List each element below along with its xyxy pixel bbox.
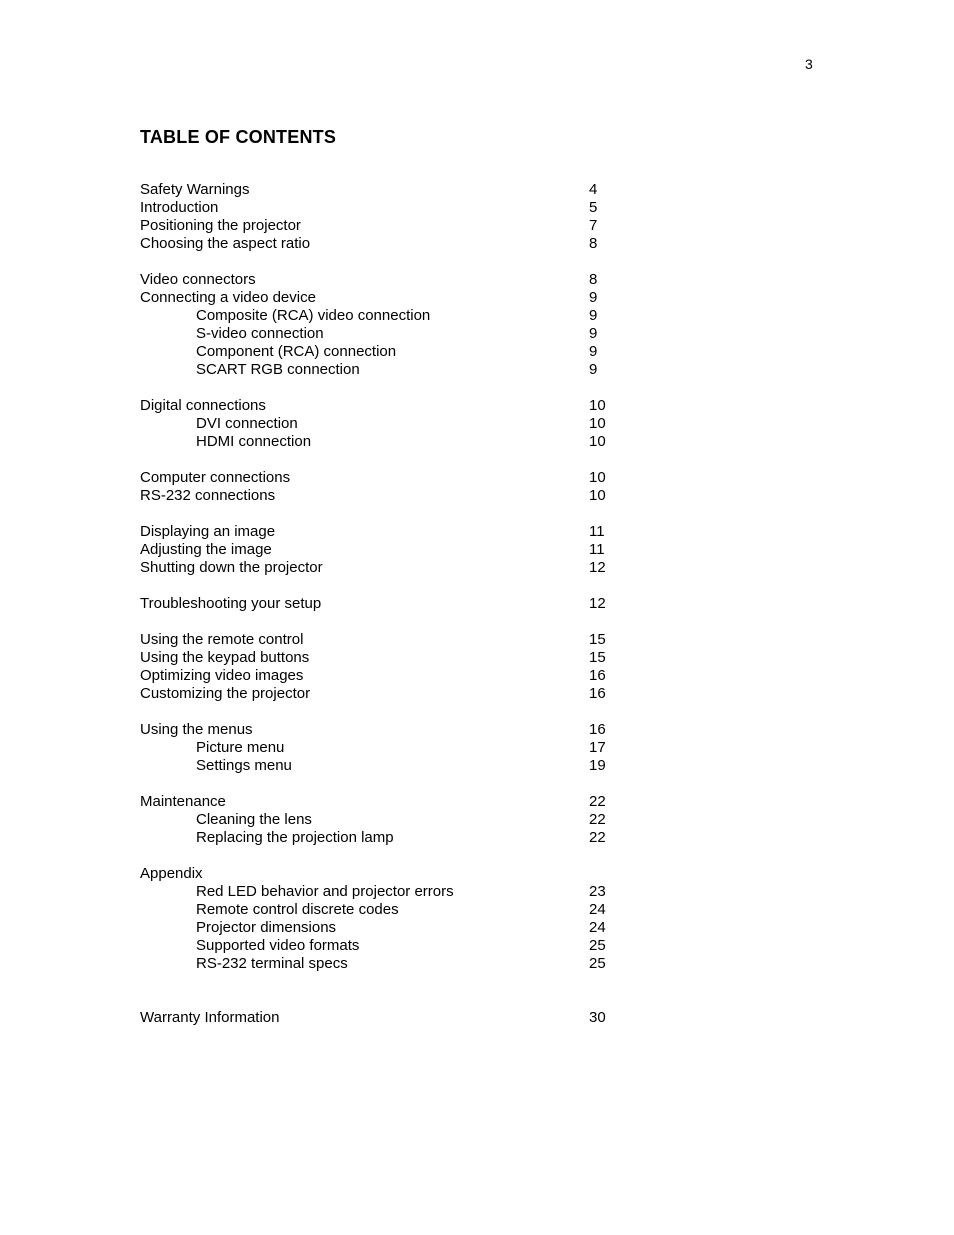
toc-entry-page: 9 bbox=[589, 289, 598, 306]
toc-entry-label: Computer connections bbox=[140, 469, 291, 486]
toc-entry-label: Optimizing video images bbox=[140, 667, 304, 684]
toc-entry-label: Projector dimensions bbox=[196, 919, 337, 936]
toc-subentry[interactable] bbox=[140, 901, 620, 919]
toc-entry[interactable] bbox=[140, 487, 620, 505]
toc-entry-page: 10 bbox=[589, 433, 606, 450]
toc-entry-page: 12 bbox=[589, 595, 606, 612]
toc-entry-label: Customizing the projector bbox=[140, 685, 311, 702]
section-spacer bbox=[140, 451, 620, 469]
toc-entry-label: Using the keypad buttons bbox=[140, 649, 310, 666]
toc-entry-page: 22 bbox=[589, 793, 606, 810]
toc-entry-page: 19 bbox=[589, 757, 606, 774]
toc-entry[interactable] bbox=[140, 217, 620, 235]
toc-entry-label: DVI connection bbox=[196, 415, 298, 432]
toc-entry[interactable] bbox=[140, 865, 620, 883]
toc-entry-label: Cleaning the lens bbox=[196, 811, 312, 828]
toc-entry-page: 15 bbox=[589, 649, 606, 666]
toc-entry-label: Introduction bbox=[140, 199, 219, 216]
toc-subentry[interactable] bbox=[140, 361, 620, 379]
toc-subentry[interactable] bbox=[140, 955, 620, 973]
toc-entry-page: 9 bbox=[589, 343, 598, 360]
toc-entry-label: Choosing the aspect ratio bbox=[140, 235, 311, 252]
toc-subentry[interactable] bbox=[140, 343, 620, 361]
toc-entry[interactable] bbox=[140, 235, 620, 253]
toc-entry-label: Displaying an image bbox=[140, 523, 276, 540]
toc-entry-label: Connecting a video device bbox=[140, 289, 316, 306]
toc-entry-label: Warranty Information bbox=[140, 1009, 280, 1026]
toc-entry-page: 25 bbox=[589, 937, 606, 954]
toc-entry[interactable] bbox=[140, 289, 620, 307]
toc-entry-label: Supported video formats bbox=[196, 937, 360, 954]
toc-entry-page: 30 bbox=[589, 1009, 606, 1026]
toc-entry[interactable] bbox=[140, 793, 620, 811]
toc-entry-page: 23 bbox=[589, 883, 606, 900]
toc-entry-label: Component (RCA) connection bbox=[196, 343, 397, 360]
section-spacer bbox=[140, 703, 620, 721]
toc-entry[interactable] bbox=[140, 685, 620, 703]
toc-entry-label: RS-232 connections bbox=[140, 487, 276, 504]
toc-entry[interactable] bbox=[140, 181, 620, 199]
toc-subentry[interactable] bbox=[140, 811, 620, 829]
toc-entry-page: 15 bbox=[589, 631, 606, 648]
toc-entry-page: 4 bbox=[589, 181, 598, 198]
toc-entry-page: 10 bbox=[589, 487, 606, 504]
toc-subentry[interactable] bbox=[140, 325, 620, 343]
section-spacer bbox=[140, 847, 620, 865]
toc-entry-label: SCART RGB connection bbox=[196, 361, 360, 378]
toc-entry-page: 24 bbox=[589, 901, 606, 918]
section-spacer bbox=[140, 505, 620, 523]
toc-entry-page: 16 bbox=[589, 685, 606, 702]
toc-entry[interactable] bbox=[140, 271, 620, 289]
toc-entry[interactable] bbox=[140, 595, 620, 613]
toc-entry[interactable] bbox=[140, 523, 620, 541]
toc-entry-page: 17 bbox=[589, 739, 606, 756]
toc-entry-label: Replacing the projection lamp bbox=[196, 829, 394, 846]
toc-subentry[interactable] bbox=[140, 937, 620, 955]
toc-entry[interactable] bbox=[140, 199, 620, 217]
toc-subentry[interactable] bbox=[140, 433, 620, 451]
toc-entry-label: Maintenance bbox=[140, 793, 226, 810]
toc-entry-label: Settings menu bbox=[196, 757, 292, 774]
toc-entry-label: S-video connection bbox=[196, 325, 324, 342]
toc-entry[interactable] bbox=[140, 397, 620, 415]
toc-entry-page: 11 bbox=[589, 541, 605, 558]
toc-subentry[interactable] bbox=[140, 829, 620, 847]
toc-entry-label: Appendix bbox=[140, 865, 203, 882]
toc-entry-page: 9 bbox=[589, 307, 598, 324]
toc-entry[interactable] bbox=[140, 469, 620, 487]
toc-entry-page: 8 bbox=[589, 235, 598, 252]
section-spacer bbox=[140, 775, 620, 793]
section-spacer bbox=[140, 577, 620, 595]
toc-entry-page: 10 bbox=[589, 397, 606, 414]
toc-entry-page: 12 bbox=[589, 559, 606, 576]
toc-entry[interactable] bbox=[140, 631, 620, 649]
toc-entry-page: 9 bbox=[589, 361, 598, 378]
section-spacer bbox=[140, 613, 620, 631]
toc-entry-label: Digital connections bbox=[140, 397, 266, 414]
toc-entry-page: 24 bbox=[589, 919, 606, 936]
toc-entry-page: 22 bbox=[589, 811, 606, 828]
toc-entry-label: Shutting down the projector bbox=[140, 559, 323, 576]
toc-entry-label: Red LED behavior and projector errors bbox=[196, 883, 454, 900]
toc-entry-label: Safety Warnings bbox=[140, 181, 250, 198]
toc-entry-page: 9 bbox=[589, 325, 598, 342]
toc-entry-page: 7 bbox=[589, 217, 598, 234]
toc-subentry[interactable] bbox=[140, 307, 620, 325]
toc-entry-label: Picture menu bbox=[196, 739, 285, 756]
toc-entry[interactable] bbox=[140, 721, 620, 739]
toc-entry-page: 11 bbox=[589, 523, 605, 540]
toc-entry-label: Using the menus bbox=[140, 721, 253, 738]
toc-entry[interactable] bbox=[140, 559, 620, 577]
toc-entry-label: Positioning the projector bbox=[140, 217, 301, 234]
toc-entry-page: 16 bbox=[589, 667, 606, 684]
section-spacer bbox=[140, 973, 620, 1009]
toc-entry[interactable] bbox=[140, 541, 620, 559]
toc-entry-label: Troubleshooting your setup bbox=[140, 595, 322, 612]
toc-entry-page: 8 bbox=[589, 271, 598, 288]
toc-entry-label: Adjusting the image bbox=[140, 541, 272, 558]
toc-subentry[interactable] bbox=[140, 883, 620, 901]
section-spacer bbox=[140, 253, 620, 271]
page-title: TABLE OF CONTENTS bbox=[140, 127, 337, 147]
toc-entry-label: Video connectors bbox=[140, 271, 256, 288]
toc-subentry[interactable] bbox=[140, 757, 620, 775]
toc-entry-page: 10 bbox=[589, 469, 606, 486]
toc-subentry[interactable] bbox=[140, 739, 620, 757]
table-of-contents bbox=[140, 181, 620, 1027]
toc-entry-page: 22 bbox=[589, 829, 606, 846]
toc-entry[interactable] bbox=[140, 649, 620, 667]
toc-entry[interactable] bbox=[140, 667, 620, 685]
toc-entry-label: RS-232 terminal specs bbox=[196, 955, 348, 972]
section-spacer bbox=[140, 379, 620, 397]
toc-subentry[interactable] bbox=[140, 415, 620, 433]
toc-subentry[interactable] bbox=[140, 919, 620, 937]
toc-entry-page: 16 bbox=[589, 721, 606, 738]
toc-entry-label: HDMI connection bbox=[196, 433, 312, 450]
toc-entry-label: Composite (RCA) video connection bbox=[196, 307, 431, 324]
toc-entry-label: Remote control discrete codes bbox=[196, 901, 399, 918]
page-number: 3 bbox=[805, 56, 813, 72]
toc-entry[interactable] bbox=[140, 1009, 620, 1027]
toc-entry-page: 10 bbox=[589, 415, 606, 432]
toc-entry-page: 25 bbox=[589, 955, 606, 972]
toc-entry-page: 5 bbox=[589, 199, 598, 216]
toc-entry-label: Using the remote control bbox=[140, 631, 304, 648]
